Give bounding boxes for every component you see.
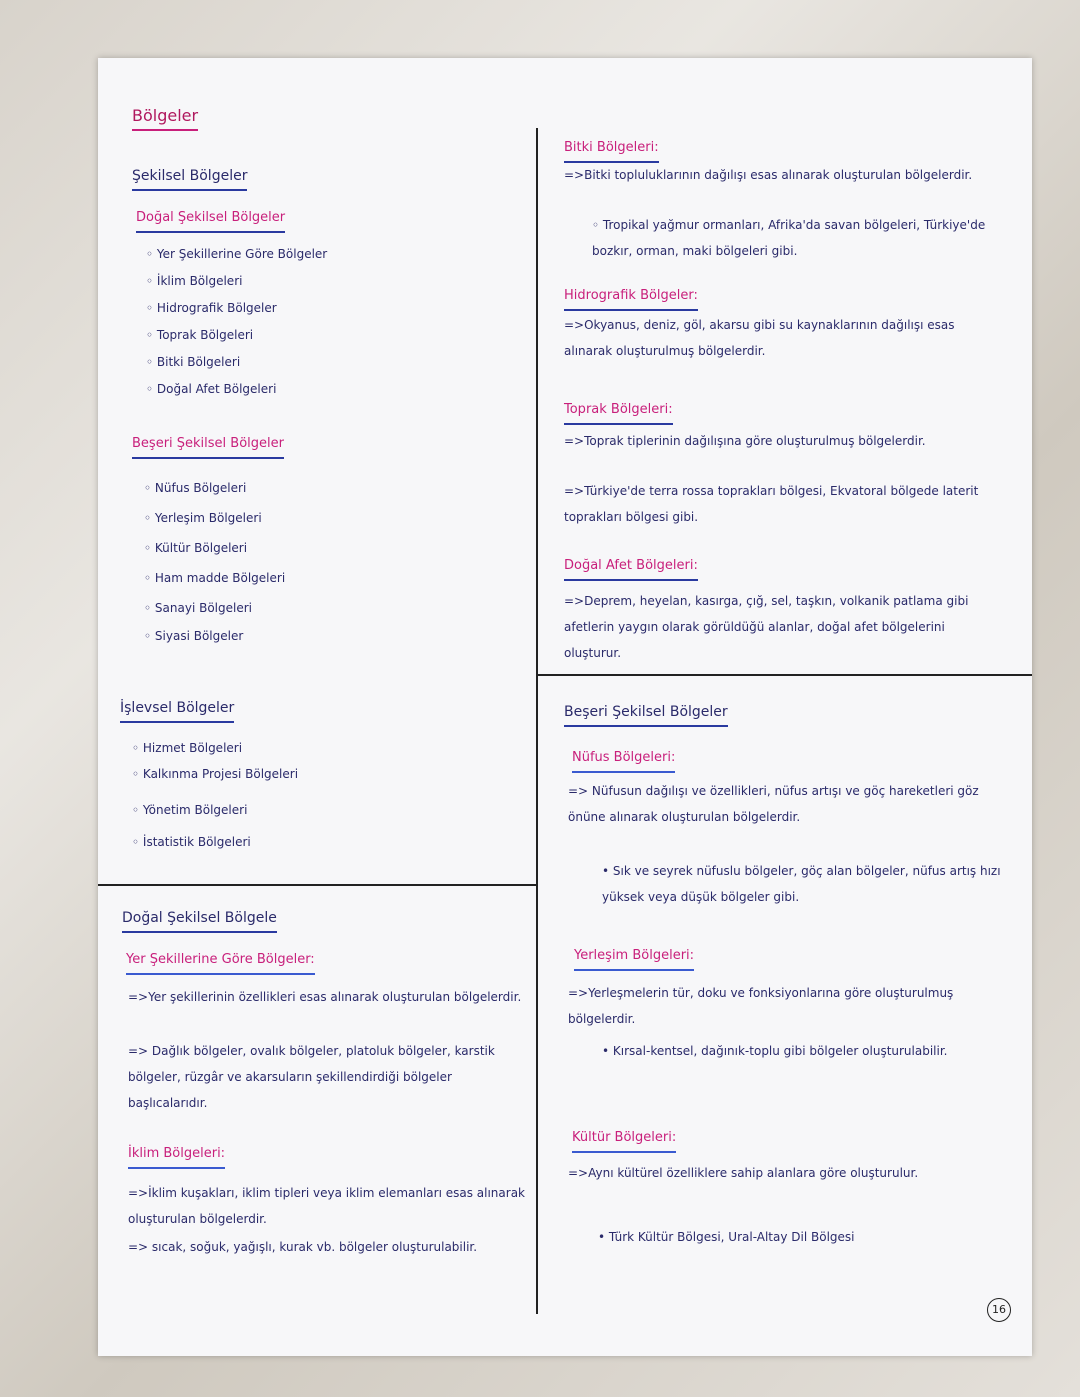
bitki-text-2: ◦ Tropikal yağmur ormanları, Afrika'da savan bölgeleri, Türkiye'de bozkır, orman, maki bölgeleri gibi.	[592, 218, 986, 258]
hidrografik-text: =>Okyanus, deniz, göl, akarsu gibi su kaynaklarının dağılışı esas alınarak oluşturulmuş bölgelerdir.	[564, 318, 955, 358]
yer-sekilleri-title: Yer Şekillerine Göre Bölgeler:	[126, 948, 315, 975]
dogal-afet-text: =>Deprem, heyelan, kasırga, çığ, sel, taşkın, volkanik patlama gibi afetlerin yaygın olarak görüldüğü alanlar, doğal afet bölgelerini oluşturur.	[564, 594, 969, 660]
list-item: ◦ Ham madde Bölgeleri	[144, 571, 286, 585]
iklim-title: İklim Bölgeleri:	[128, 1142, 225, 1169]
toprak-text-1: =>Toprak tiplerinin dağılışına göre oluşturulmuş bölgelerdir.	[564, 434, 926, 448]
list-item: ◦ Nüfus Bölgeleri	[144, 481, 247, 495]
list-item: ◦ Yer Şekillerine Göre Bölgeler	[146, 247, 328, 261]
list-item: ◦ Siyasi Bölgeler	[144, 629, 244, 643]
list-item: ◦ Yönetim Bölgeleri	[132, 803, 248, 817]
bitki-title: Bitki Bölgeleri:	[564, 136, 659, 163]
list-item: ◦ Yerleşim Bölgeleri	[144, 511, 262, 525]
vertical-divider	[536, 128, 538, 1314]
nufus-text-2: • Sık ve seyrek nüfuslu bölgeler, göç alan bölgeler, nüfus artış hızı yüksek veya düşük bölgeler gibi.	[602, 864, 1001, 904]
page-title: Bölgeler	[132, 104, 198, 131]
sekilsel-title: Şekilsel Bölgeler	[132, 164, 247, 191]
nufus-title: Nüfus Bölgeleri:	[572, 746, 675, 773]
list-item: ◦ Hidrografik Bölgeler	[146, 301, 277, 315]
list-item: ◦ Hizmet Bölgeleri	[132, 741, 243, 755]
yer-sekilleri-text-1: =>Yer şekillerinin özellikleri esas alınarak oluşturulan bölgelerdir.	[128, 990, 522, 1004]
list-item: ◦ İklim Bölgeleri	[146, 274, 243, 288]
kultur-title: Kültür Bölgeleri:	[572, 1126, 676, 1153]
toprak-text-2: =>Türkiye'de terra rossa toprakları bölgesi, Ekvatoral bölgede laterit toprakları bölgesi gibi.	[564, 484, 979, 524]
beseri-right-title: Beşeri Şekilsel Bölgeler	[564, 700, 728, 727]
page-number: 16	[987, 1298, 1011, 1322]
list-item: ◦ Kalkınma Projesi Bölgeleri	[132, 767, 299, 781]
left-horizontal-divider	[98, 884, 538, 886]
kultur-text-2: • Türk Kültür Bölgesi, Ural-Altay Dil Bölgesi	[598, 1230, 855, 1244]
yerlesim-text-1: =>Yerleşmelerin tür, doku ve fonksiyonlarına göre oluşturulmuş bölgelerdir.	[568, 986, 954, 1026]
yerlesim-text-2: • Kırsal-kentsel, dağınık-toplu gibi bölgeler oluşturulabilir.	[602, 1044, 948, 1058]
right-horizontal-divider	[538, 674, 1032, 676]
list-item: ◦ Doğal Afet Bölgeleri	[146, 382, 277, 396]
list-item: ◦ Kültür Bölgeleri	[144, 541, 248, 555]
isleusel-title: İşlevsel Bölgeler	[120, 696, 234, 723]
dogal-afet-title: Doğal Afet Bölgeleri:	[564, 554, 698, 581]
toprak-title: Toprak Bölgeleri:	[564, 398, 673, 425]
list-item: ◦ Bitki Bölgeleri	[146, 355, 241, 369]
kultur-text-1: =>Aynı kültürel özelliklere sahip alanlara göre oluşturulur.	[568, 1166, 919, 1180]
bitki-text-1: =>Bitki topluluklarının dağılışı esas alınarak oluşturulan bölgelerdir.	[564, 168, 973, 182]
list-item: ◦ Toprak Bölgeleri	[146, 328, 254, 342]
iklim-text-2: => sıcak, soğuk, yağışlı, kurak vb. bölgeler oluşturulabilir.	[128, 1240, 478, 1254]
yer-sekilleri-text-2: => Dağlık bölgeler, ovalık bölgeler, platoluk bölgeler, karstik bölgeler, rüzgâr ve akarsuların şekillendirdiği bölgeler başlıcalarıdır.	[128, 1044, 495, 1110]
dogal-sekilsel-bolgele-title: Doğal Şekilsel Bölgele	[122, 906, 277, 933]
list-item: ◦ İstatistik Bölgeleri	[132, 835, 251, 849]
dogal-sekilsel-title: Doğal Şekilsel Bölgeler	[136, 206, 285, 233]
yerlesim-title: Yerleşim Bölgeleri:	[574, 944, 694, 971]
list-item: ◦ Sanayi Bölgeleri	[144, 601, 252, 615]
hidrografik-title: Hidrografik Bölgeler:	[564, 284, 698, 311]
beseri-sekilsel-title: Beşeri Şekilsel Bölgeler	[132, 432, 284, 459]
nufus-text-1: => Nüfusun dağılışı ve özellikleri, nüfus artışı ve göç hareketleri göz önüne alınarak oluşturulan bölgelerdir.	[568, 784, 979, 824]
iklim-text-1: =>İklim kuşakları, iklim tipleri veya iklim elemanları esas alınarak oluşturulan bölgelerdir.	[128, 1186, 526, 1226]
notebook-page	[98, 58, 1032, 1356]
